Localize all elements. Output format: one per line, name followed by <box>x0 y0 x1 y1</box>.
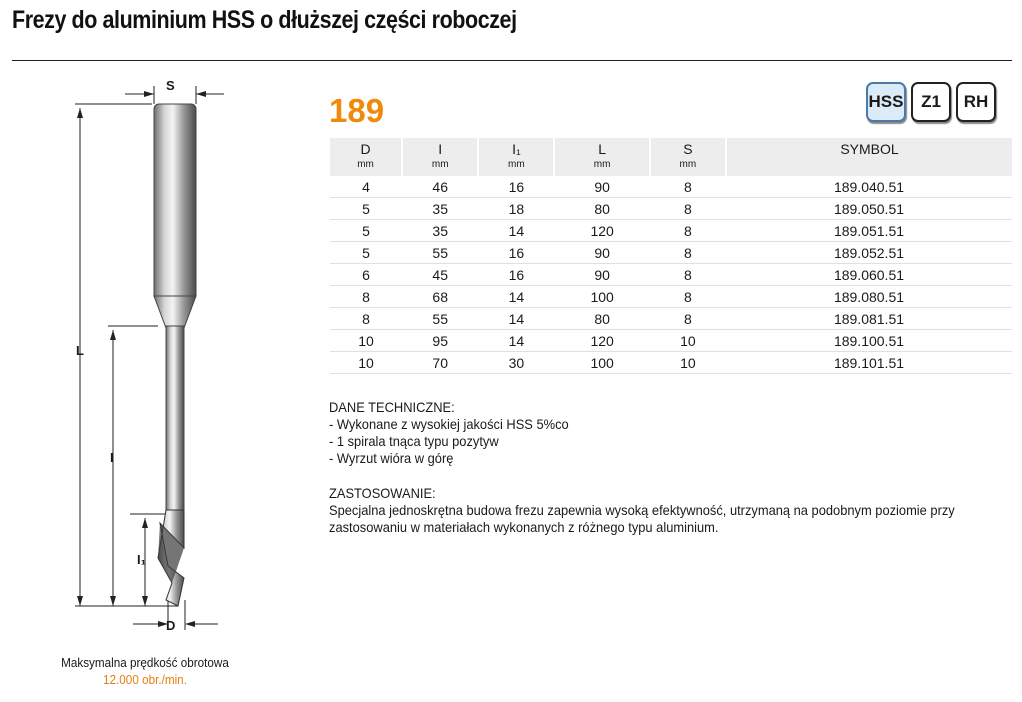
max-speed-value: 12.000 obr./min. <box>103 672 187 687</box>
table-cell: 189.081.51 <box>726 308 1012 330</box>
table-cell: 4 <box>330 176 402 198</box>
table-row <box>330 220 1012 242</box>
table-cell: 5 <box>330 242 402 264</box>
table-cell: 14 <box>478 330 554 352</box>
table-row <box>330 198 1012 220</box>
table-cell: 14 <box>478 286 554 308</box>
table-cell: 189.100.51 <box>726 330 1012 352</box>
dim-label-l: L <box>76 343 84 358</box>
table-cell: 8 <box>650 176 726 198</box>
table-cell: 16 <box>478 242 554 264</box>
dim-label-s: S <box>166 78 175 93</box>
table-cell: 16 <box>478 264 554 286</box>
table-cell: 90 <box>554 242 649 264</box>
badge-z1: Z1 <box>911 82 951 122</box>
table-cell: 10 <box>650 330 726 352</box>
max-speed-label: Maksymalna prędkość obrotowa <box>61 655 229 670</box>
table-cell: 8 <box>650 264 726 286</box>
table-cell: 8 <box>650 220 726 242</box>
usage-line: zastosowaniu w materiałach wykonanych z różnego typu aluminium. <box>329 519 719 535</box>
table-cell: 189.080.51 <box>726 286 1012 308</box>
table-cell: 120 <box>554 220 649 242</box>
table-cell: 68 <box>402 286 478 308</box>
badges <box>866 82 996 122</box>
product-code: 189 <box>329 92 385 129</box>
table-cell: 10 <box>330 330 402 352</box>
table-cell: 5 <box>330 220 402 242</box>
table-header-row <box>330 138 1012 176</box>
table-cell: 35 <box>402 220 478 242</box>
table-row <box>330 176 1012 198</box>
table-cell: 80 <box>554 308 649 330</box>
table-cell: 120 <box>554 330 649 352</box>
table-row <box>330 264 1012 286</box>
table-cell: 8 <box>330 308 402 330</box>
table-cell: 100 <box>554 286 649 308</box>
usage-section <box>329 485 955 536</box>
table-cell: 90 <box>554 176 649 198</box>
table-cell: 95 <box>402 330 478 352</box>
spec-table <box>330 138 1012 374</box>
table-cell: 14 <box>478 220 554 242</box>
table-cell: 8 <box>650 198 726 220</box>
page-title: Frezy do aluminium HSS o dłuższej części roboczej <box>12 6 517 34</box>
table-cell: 30 <box>478 352 554 374</box>
table-row <box>330 308 1012 330</box>
table-cell: 10 <box>330 352 402 374</box>
table-cell: 16 <box>478 176 554 198</box>
tech-line: - Wykonane z wysokiej jakości HSS 5%co <box>329 416 569 432</box>
usage-line: Specjalna jednoskrętna budowa frezu zapewnia wysoką efektywność, utrzymaną na podobnym poziomie przy <box>329 502 955 518</box>
header-i1: I₁ mm <box>478 138 554 176</box>
table-row <box>330 352 1012 374</box>
table-cell: 8 <box>650 286 726 308</box>
header-d: D mm <box>330 138 402 176</box>
table-cell: 18 <box>478 198 554 220</box>
table-cell: 80 <box>554 198 649 220</box>
dim-label-i: I <box>110 450 114 465</box>
table-cell: 189.101.51 <box>726 352 1012 374</box>
table-cell: 70 <box>402 352 478 374</box>
table-cell: 6 <box>330 264 402 286</box>
table-cell: 8 <box>650 308 726 330</box>
tech-line: - 1 spirala tnąca typu pozytyw <box>329 433 499 449</box>
table-cell: 189.060.51 <box>726 264 1012 286</box>
table-cell: 8 <box>330 286 402 308</box>
badge-rh: RH <box>956 82 996 122</box>
tool-drawing <box>60 78 240 638</box>
table-cell: 14 <box>478 308 554 330</box>
header-symbol: SYMBOL <box>726 138 1012 176</box>
header-l: L mm <box>554 138 649 176</box>
table-cell: 189.051.51 <box>726 220 1012 242</box>
usage-heading: ZASTOSOWANIE: <box>329 485 436 501</box>
table-cell: 100 <box>554 352 649 374</box>
badge-hss: HSS <box>866 82 906 122</box>
table-cell: 189.040.51 <box>726 176 1012 198</box>
table-cell: 45 <box>402 264 478 286</box>
title-divider <box>12 60 1012 61</box>
table-cell: 35 <box>402 198 478 220</box>
table-cell: 8 <box>650 242 726 264</box>
table-row <box>330 286 1012 308</box>
table-cell: 46 <box>402 176 478 198</box>
tech-section <box>329 399 569 467</box>
tech-heading: DANE TECHNICZNE: <box>329 399 455 415</box>
dim-label-d: D <box>166 618 176 633</box>
table-row <box>330 242 1012 264</box>
table-cell: 189.050.51 <box>726 198 1012 220</box>
table-cell: 189.052.51 <box>726 242 1012 264</box>
header-s: S mm <box>650 138 726 176</box>
header-i: I mm <box>402 138 478 176</box>
table-cell: 5 <box>330 198 402 220</box>
max-speed <box>24 654 267 688</box>
table-cell: 10 <box>650 352 726 374</box>
table-cell: 90 <box>554 264 649 286</box>
dim-label-i1: I₁ <box>137 552 146 567</box>
table-row <box>330 330 1012 352</box>
table-cell: 55 <box>402 242 478 264</box>
tech-line: - Wyrzut wióra w górę <box>329 450 454 466</box>
table-cell: 55 <box>402 308 478 330</box>
